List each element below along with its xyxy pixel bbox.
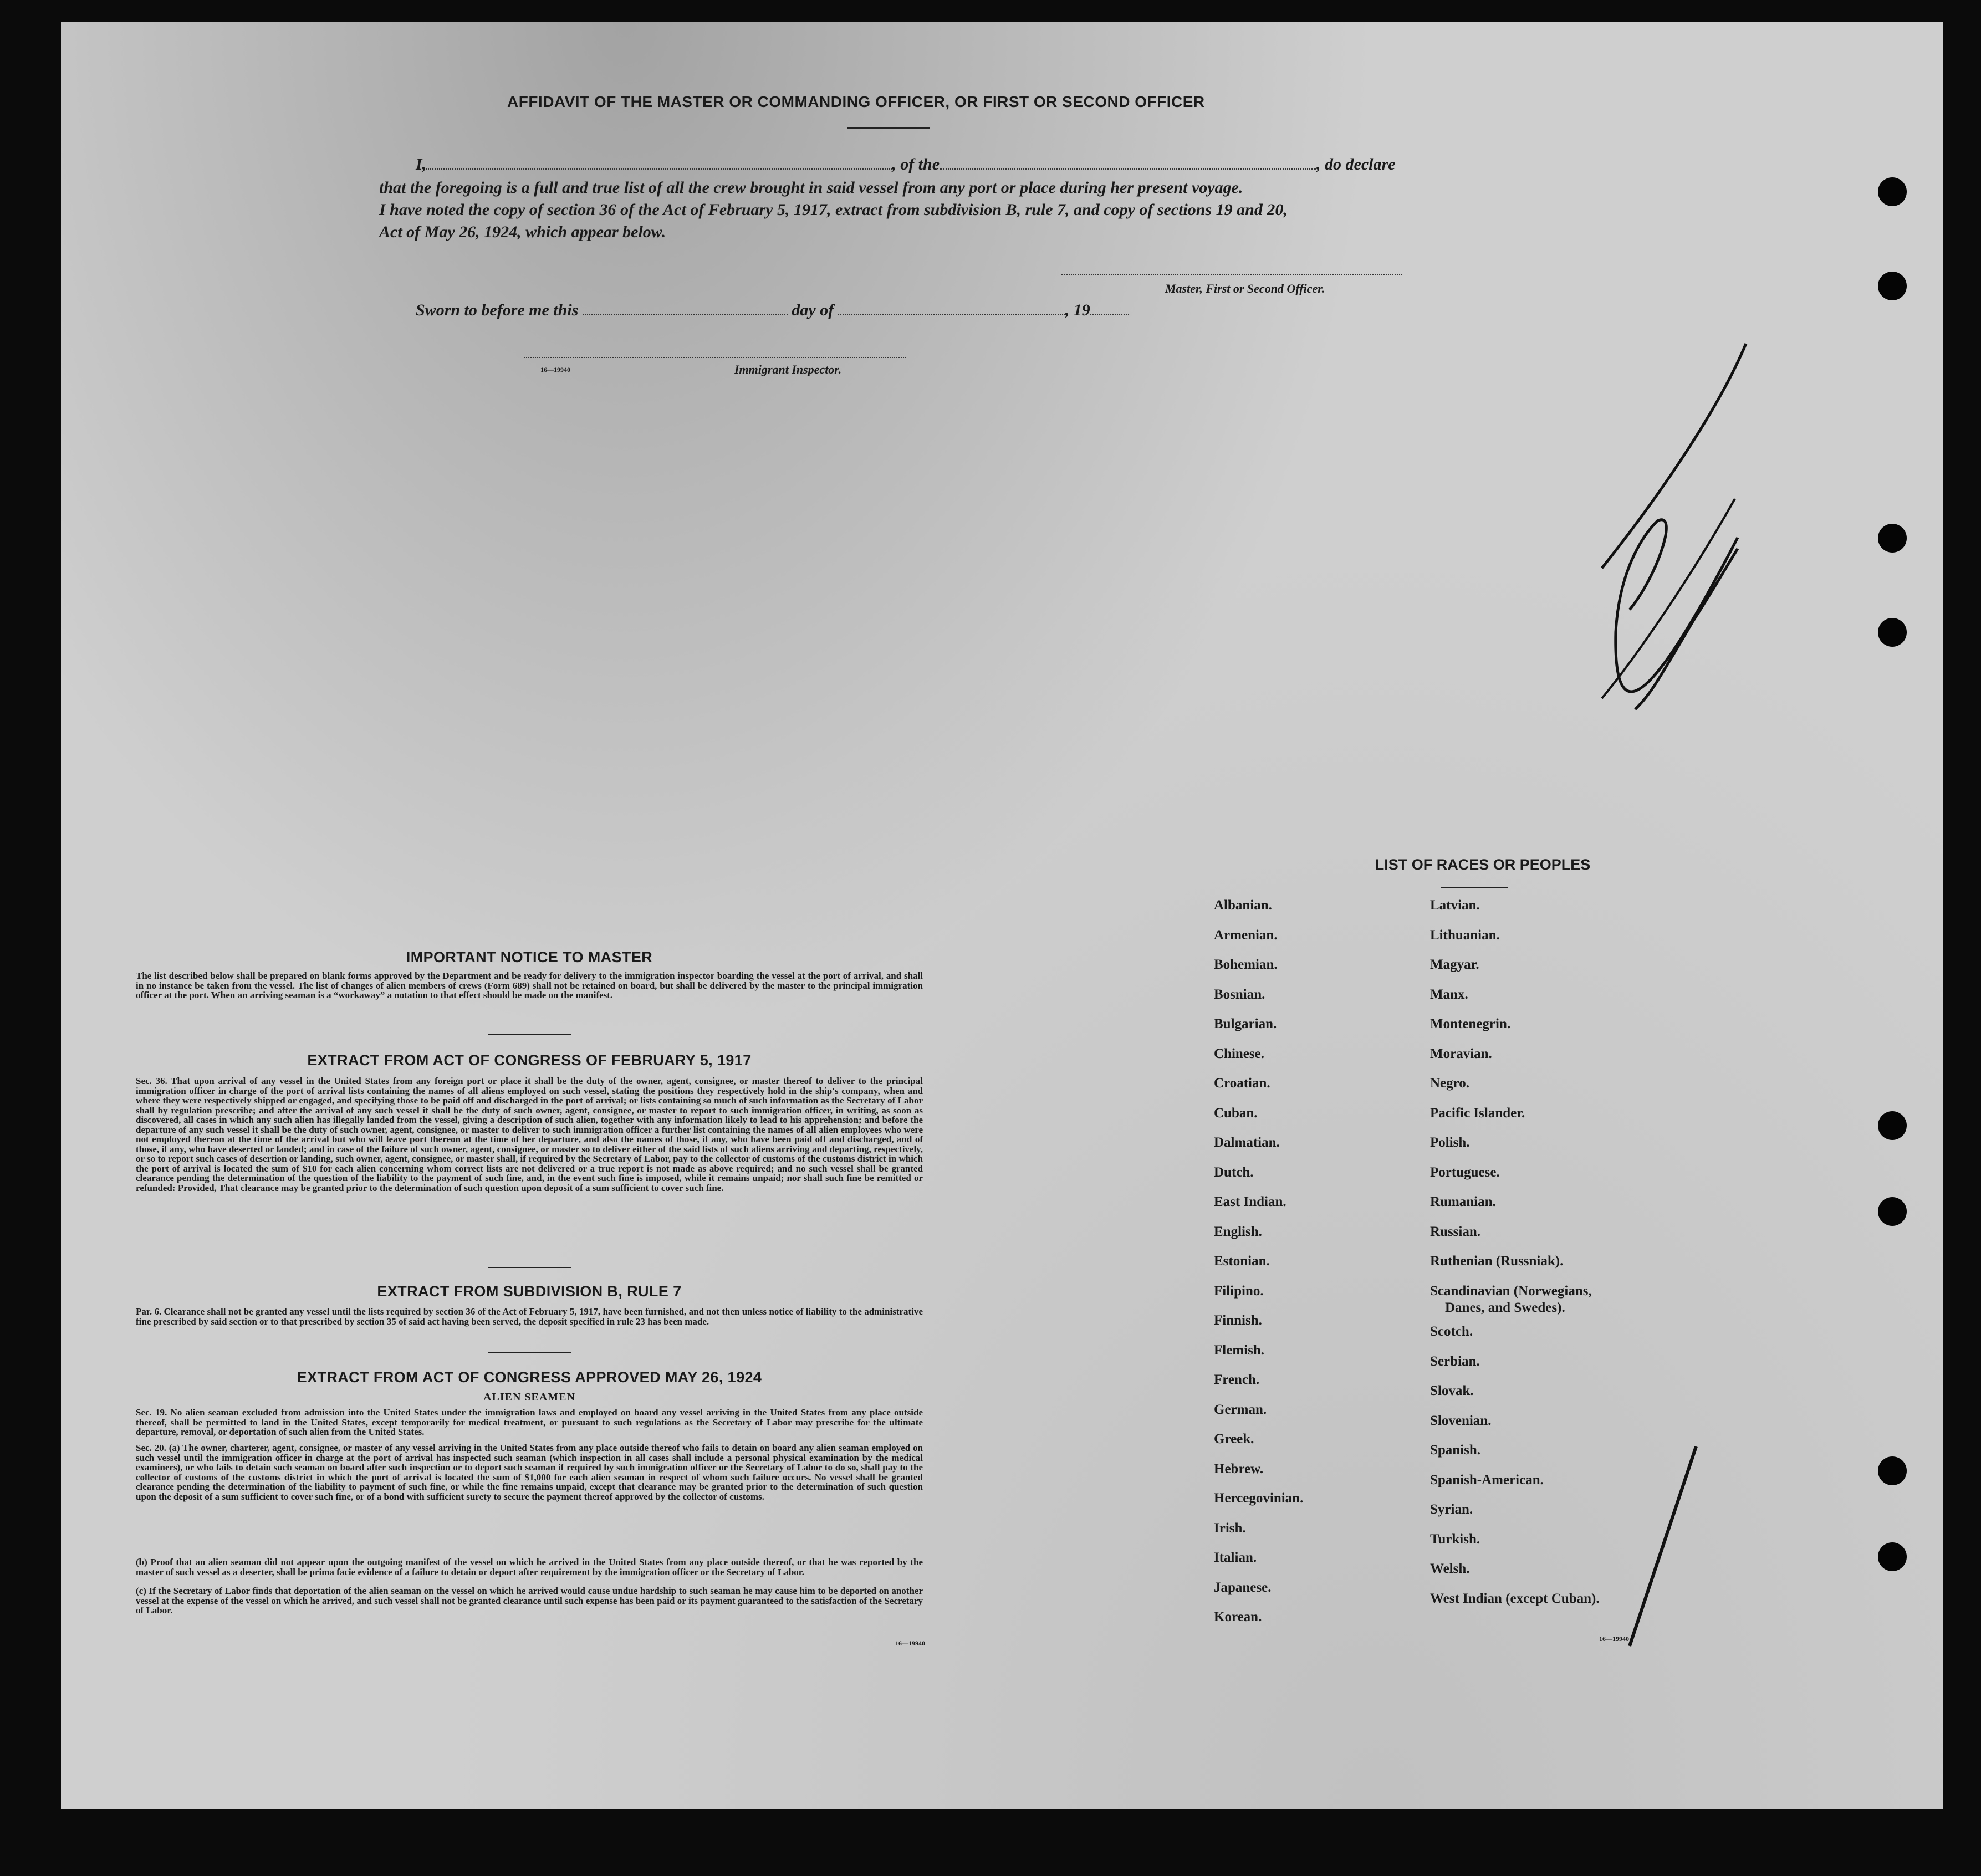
binder-hole (1878, 177, 1907, 206)
race-item: Spanish-American. (1430, 1472, 1544, 1487)
affidavit-line-2: that the foregoing is a full and true list of all the crew brought in said vessel from any port or place during her present voyage. (379, 178, 1243, 197)
race-item: Pacific Islander. (1430, 1105, 1525, 1121)
race-item: Japanese. (1214, 1579, 1272, 1595)
handwritten-eight-stroke (1616, 520, 1738, 692)
race-item: West Indian (except Cuban). (1430, 1591, 1600, 1606)
document-page (61, 22, 1943, 1809)
race-item: Cuban. (1214, 1105, 1258, 1121)
binder-hole (1878, 1111, 1907, 1140)
race-item: Hebrew. (1214, 1461, 1264, 1476)
race-item: Irish. (1214, 1520, 1246, 1536)
affidavit-of-the: , of the (892, 155, 940, 173)
extract-rule7-body: Par. 6. Clearance shall not be granted any vessel until the lists required by section 36 of the Act of February 5, 1917, have been furnished, and not then unless notice of liability to the administrative fine prescribed by said section or to that prescribed by section 35 of said act having been served, the deposit specified in rule 23 has been made. (136, 1306, 923, 1327)
race-item: Russian. (1430, 1224, 1481, 1239)
race-item: Montenegrin. (1430, 1016, 1511, 1031)
race-item: Welsh. (1430, 1561, 1470, 1576)
extract-1917-body: Sec. 36. That upon arrival of any vessel in the United States from any foreign port or place it shall be the duty of the owner, agent, consignee, or master thereof to deliver to the principal immigration officer in charge of the port of arrival lists containing the names of all aliens employed on such vessel, stating the positions they respectively hold in the ship's company, when and where they were respectively shipped or engaged, and specifying those to be paid off and discharged in the port of arrival; or lists containing so much of such information as the Secretary of Labor shall by regulation prescribe; and after the arrival of any such vessel it shall be the duty of such owner, agent, consignee, or master to report to such immigration officer, in writing, as soon as discovered, all cases in which any such alien has illegally landed from the vessel, giving a description of such alien, together with any information likely to lead to his apprehension; and before the departure of any such vessel it shall be the duty of such owner, agent, consignee, or master to deliver to such immigration officer a further list containing the names of all alien employees who were not employed thereon at the time of the arrival but who will leave port thereon at the time of her departure, and also the names of those, if any, who have been paid off and discharged, and of those, if any, who have deserted or landed; and in case of the failure of such owner, agent, consignee, or master so to deliver either of the said lists of such aliens arriving and departing, respectively, or so to report such cases of desertion or landing, such owner, agent, consignee, or master shall, if required by the Secretary of Labor, pay to the collector of customs of the customs district in which the port of arrival is located the sum of $10 for each alien concerning whom correct lists are not delivered or a true report is not made as above required; and no such vessel shall be granted clearance pending the determination of the question of the liability to the payment of such fine, and, in the event such fine is imposed, while it remains unpaid; nor shall such fine be remitted or refunded: Provided, That clearance may be granted prior to the determination of such question upon deposit of a sum sufficient to cover such fine. (136, 1076, 923, 1193)
handwritten-check-stroke (1630, 1446, 1696, 1646)
race-item: Portuguese. (1430, 1164, 1500, 1180)
race-item: Bulgarian. (1214, 1016, 1277, 1031)
race-item: Hercegovinian. (1214, 1491, 1304, 1506)
race-item: Croatian. (1214, 1076, 1270, 1091)
extract-1924-subtitle: ALIEN SEAMEN (483, 1391, 575, 1403)
race-item: Moravian. (1430, 1046, 1492, 1061)
notice-title: IMPORTANT NOTICE TO MASTER (406, 949, 653, 965)
race-item: Filipino. (1214, 1283, 1264, 1299)
form-number-bottom: 16—19940 (895, 1639, 925, 1647)
affidavit-title: AFFIDAVIT OF THE MASTER OR COMMANDING OFFICER, OR FIRST OR SECOND OFFICER (507, 93, 1205, 110)
race-item: Spanish. (1430, 1443, 1481, 1458)
binder-hole (1878, 1542, 1907, 1571)
race-item: Korean. (1214, 1609, 1262, 1624)
extract-1924-sec20c: (c) If the Secretary of Labor finds that deportation of the alien seaman on the vessel on which he arrived would cause undue hardship to such seaman he may cause him to be deported on another vessel at the expense of the vessel on which he arrived, and such vessel shall not be granted clearance until such expense has been paid or its payment guaranteed to the satisfaction of the Secretary of Labor. (136, 1586, 923, 1616)
race-item: Magyar. (1430, 957, 1479, 972)
sworn-day: day of (792, 301, 834, 319)
affidavit-line-4: Act of May 26, 1924, which appear below. (379, 223, 666, 241)
race-item: Bohemian. (1214, 957, 1278, 972)
binder-hole (1878, 1456, 1907, 1485)
races-title: LIST OF RACES OR PEOPLES (1375, 856, 1591, 873)
extract-1924-title: EXTRACT FROM ACT OF CONGRESS APPROVED MAY 26, 1924 (297, 1369, 762, 1386)
form-number-top: 16—19940 (540, 366, 570, 374)
race-item: Polish. (1430, 1135, 1470, 1150)
extract-1917-title: EXTRACT FROM ACT OF CONGRESS OF FEBRUARY 5, 1917 (307, 1052, 752, 1069)
race-item: Scandinavian (Norwegians, (1430, 1283, 1592, 1299)
race-item: Negro. (1430, 1076, 1470, 1091)
race-item: Turkish. (1430, 1531, 1480, 1547)
extract-1924-sec20b: (b) Proof that an alien seaman did not appear upon the outgoing manifest of the vessel on which he arrived in the United States from any place outside thereof, or that he was reported by the master of such vessel as a deserter, shall be prima facie evidence of a failure to detain or deport after requirement by the immigration officer or the Secretary of Labor. (136, 1557, 923, 1577)
race-item: East Indian. (1214, 1194, 1286, 1209)
binder-hole (1878, 272, 1907, 300)
races-form-number: 16—19940 (1599, 1635, 1629, 1643)
extract-rule7-title: EXTRACT FROM SUBDIVISION B, RULE 7 (377, 1283, 682, 1300)
race-item: German. (1214, 1402, 1267, 1417)
race-item: Serbian. (1430, 1353, 1480, 1369)
master-caption: Master, First or Second Officer. (1165, 282, 1325, 295)
race-item: Greek. (1214, 1432, 1254, 1446)
race-item: Slovak. (1430, 1383, 1474, 1398)
sworn-prefix: Sworn to before me this (416, 301, 579, 319)
race-item: Dalmatian. (1214, 1135, 1280, 1150)
race-item: Scotch. (1430, 1324, 1473, 1339)
extract-1924-sec19: Sec. 19. No alien seaman excluded from admission into the United States under the immigration laws and employed on board any vessel arriving in the United States from any place outside thereof, shall be permitted to land in the United States, except temporarily for medical treatment, or pursuant to such regulations as the Secretary of Labor may prescribe for the ultimate departure, removal, or deportation of such alien from the United States. (136, 1407, 923, 1437)
race-item: Armenian. (1214, 927, 1278, 943)
extract-1924-sec20a: Sec. 20. (a) The owner, charterer, agent, consignee, or master of any vessel arriving in the United States from any place outside thereof who fails to detain on board any alien seaman employed on such vessel until the immigration officer in charge at the port of arrival has inspected such seaman (which inspection in all cases shall include a personal physical examination by the medical examiners), or who fails to detain such seaman on board after such inspection or to deport such seaman if required by such immigration officer or the Secretary of Labor to do so, shall pay to the collector of customs of the customs district in which the port of arrival is located the sum of $1,000 for each alien seaman in respect of whom such failure occurs. No vessel shall be granted clearance pending the determination of the liability to payment of such fine, or while the fine remains unpaid, except that clearance may be granted prior to the determination of such question upon the deposit of a sum sufficient to cover such fine, or of a bond with sufficient surety to secure the payment thereof approved by the collector of customs. (136, 1443, 923, 1502)
race-item: Ruthenian (Russniak). (1430, 1254, 1564, 1269)
race-item: Albanian. (1214, 898, 1272, 913)
race-item: Manx. (1430, 986, 1468, 1002)
race-item: Syrian. (1430, 1502, 1473, 1517)
affidavit-declare: , do declare (1316, 155, 1396, 173)
handwritten-slash-1 (1602, 344, 1746, 568)
notice-body: The list described below shall be prepared on blank forms approved by the Department and be ready for delivery to the immigration inspector boarding the vessel at the port of arrival, and shall in no instance be taken from the vessel. The list of changes of alien members of crews (Form 689) shall not be retained on board, but shall be delivered by the master to the principal immigration officer at the port. When an arriving seaman is a “workaway” a notation to that effect should be made on the manifest. (136, 970, 923, 1000)
sworn-year: , 19 (1065, 301, 1090, 319)
binder-hole (1878, 618, 1907, 647)
race-item: Italian. (1214, 1550, 1257, 1565)
binder-hole (1878, 524, 1907, 553)
race-item: Slovenian. (1430, 1413, 1492, 1428)
race-item: Danes, and Swedes). (1445, 1300, 1565, 1315)
inspector-caption: Immigrant Inspector. (734, 362, 842, 376)
affidavit-line-3: I have noted the copy of section 36 of the Act of February 5, 1917, extract from subdivision B, rule 7, and copy of sections 19 and 20, (379, 201, 1288, 219)
race-item: Latvian. (1430, 898, 1480, 913)
race-item: Rumanian. (1430, 1194, 1496, 1209)
race-item: Lithuanian. (1430, 927, 1500, 943)
affidavit-i: I, (416, 155, 427, 173)
binder-hole (1878, 1197, 1907, 1226)
race-item: French. (1214, 1372, 1260, 1387)
race-item: Bosnian. (1214, 986, 1265, 1002)
race-item: Chinese. (1214, 1046, 1264, 1061)
race-item: Flemish. (1214, 1342, 1264, 1358)
handwritten-slash-2 (1602, 499, 1735, 698)
race-item: Finnish. (1214, 1313, 1262, 1328)
race-item: Estonian. (1214, 1254, 1270, 1269)
race-item: English. (1214, 1224, 1262, 1239)
race-item: Dutch. (1214, 1164, 1254, 1180)
handwritten-marks (61, 22, 1943, 1809)
